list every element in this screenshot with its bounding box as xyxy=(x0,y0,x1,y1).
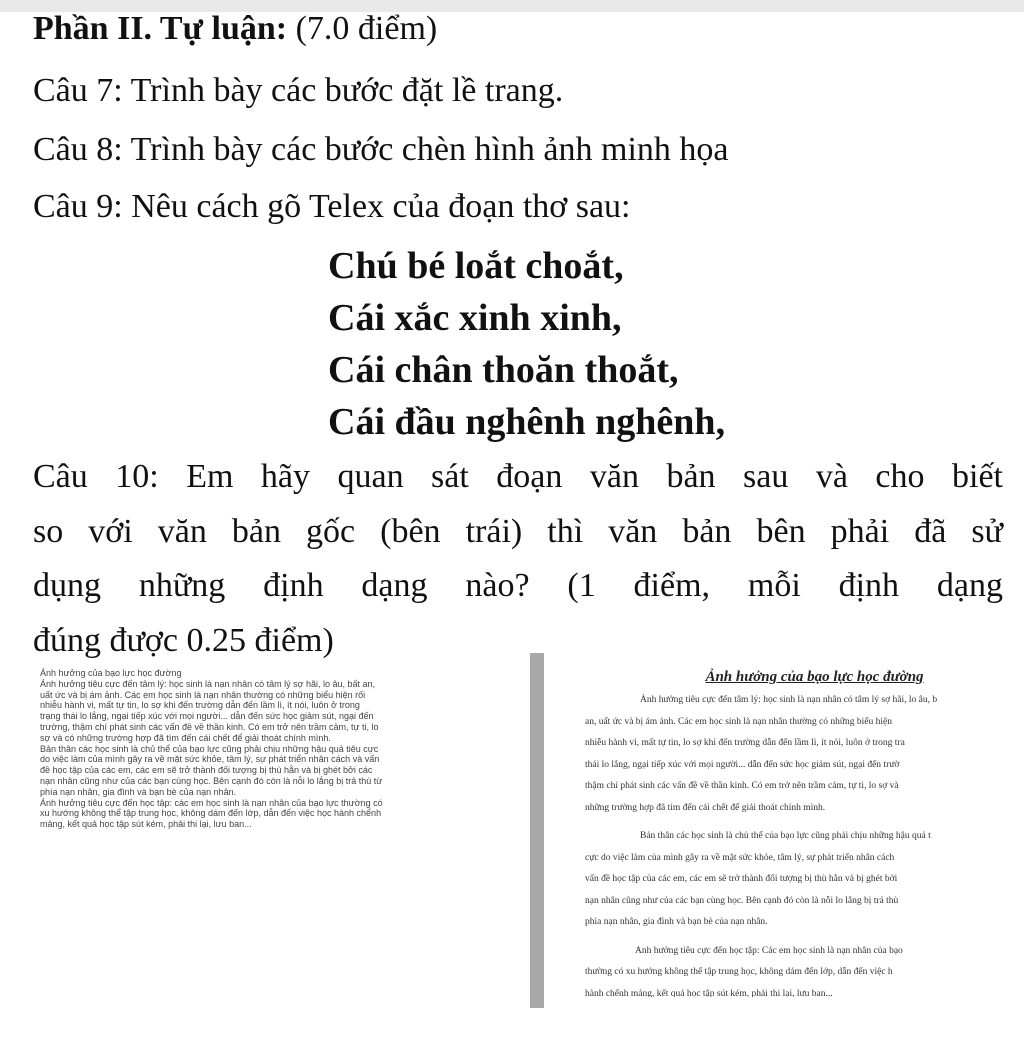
poem-line: Chú bé loắt choắt, xyxy=(328,245,624,287)
question-9: Câu 9: Nêu cách gõ Telex của đoạn thơ sau: xyxy=(33,188,631,225)
formatted-text-line: hành chểnh mảng, kết quả học tập sút kém, phải thi lại, lưu ban... xyxy=(585,988,833,997)
section-heading xyxy=(33,10,437,48)
poem-line: Cái xắc xinh xinh, xyxy=(328,297,622,339)
formatted-text-line: những trường hợp đã tìm đến cái chết để giải thoát chính mình. xyxy=(585,802,826,813)
section-heading-score: (7.0 điểm) xyxy=(287,10,438,47)
question-10-line: Câu 10: Em hãy quan sát đoạn văn bản sau và cho biết xyxy=(33,458,1003,495)
original-text-line: sợ và có những trường hợp đã tìm đến cái chết để giải thoát chính mình. xyxy=(40,732,331,743)
poem-line: Cái chân thoăn thoắt, xyxy=(328,349,679,391)
formatted-text-block xyxy=(585,667,1024,997)
original-text-line: nhiễu hành vi, mất tự tin, lo sợ khi đến trường dẫn đến lầm lì, ít nói, luôn ở trong xyxy=(40,700,360,711)
formatted-text-line: Bản thân các học sinh là chủ thể của bạo lực cũng phải chịu những hậu quả t xyxy=(640,831,931,841)
original-text-line: Ảnh hưởng của bạo lực học đường xyxy=(40,668,182,678)
original-text-line: trường, thậm chí phát sinh các vấn đề về thần kinh. Có em trở nên trầm cảm, tự ti, lo xyxy=(40,721,379,732)
section-heading-bold: Phần II. Tự luận: xyxy=(33,10,288,47)
question-7: Câu 7: Trình bày các bước đặt lề trang. xyxy=(33,72,564,109)
formatted-text-line: an, uất ức và bị ám ảnh. Các em học sinh là nạn nhân thường có những biểu hiện xyxy=(585,716,892,727)
original-text-block xyxy=(40,668,530,830)
original-text-line: Bản thân các học sinh là chủ thể của bạo lực cũng phải chịu những hậu quả tiêu cực xyxy=(40,743,379,754)
formatted-text-line: phía nạn nhân, gia đình và bạn bè của nạn nhân. xyxy=(585,917,768,927)
original-text-line: do việc làm của mình gây ra về mặt sức khỏe, tâm lý, sự phát triển nhân cách và vấn xyxy=(40,754,380,765)
original-text-line: phía nạn nhân, gia đình và bạn bè của nạn nhân. xyxy=(40,786,237,797)
original-text-line: uất ức và bị ám ảnh. Các em học sinh là nạn nhân thường có những biểu hiện rối xyxy=(40,689,366,700)
formatted-text-line: cực do việc làm của mình gây ra về mặt sức khỏe, tâm lý, sự phát triển nhân cách xyxy=(585,852,895,863)
original-text-line: trạng thái lo lắng, ngại tiếp xúc với mọi người... dẫn đến sức học giảm sút, ngại đến xyxy=(40,711,374,722)
poem xyxy=(328,240,725,448)
poem-line: Cái đầu nghênh nghênh, xyxy=(328,401,726,443)
question-10 xyxy=(33,450,1003,668)
original-text-line: nạn nhân cũng như của các bạn cùng học. Bên cạnh đó còn là nỗi lo lắng bị trả thù từ xyxy=(40,775,383,786)
question-8: Câu 8: Trình bày các bước chèn hình ảnh minh họa xyxy=(33,131,729,168)
formatted-text-line: Anh hưởng tiêu cực đến học tập: Các em học sinh là nạn nhân của bạo xyxy=(635,945,903,956)
formatted-text-line: thường có xu hướng không thể tập trung học, không dám đến lớp, dẫn đến việc h xyxy=(585,967,893,977)
question-10-line: so với văn bản gốc (bên trái) thì văn bản bên phải đã sử xyxy=(33,512,1003,550)
formatted-text-line: vấn đề học tập của các em, các em sẽ trở thành đối tượng bị thù hằn và bị ghét bởi xyxy=(585,874,898,884)
question-10-line: đúng được 0.25 điểm) xyxy=(33,621,334,659)
divider-bar xyxy=(530,653,544,1008)
original-text-line: đề học tập của các em, các em sẽ trở thành đối tượng bị thù hằn và bị ghét bởi các xyxy=(40,765,373,776)
original-text-line: xu hướng không thể tập trung học, không dám đến lớp, dẫn đến việc học hành chểnh xyxy=(40,808,382,819)
formatted-text-line: thậm chí phát sinh các vấn đề về thần kinh. Có em trở nên trầm cảm, tự ti, lo sợ và xyxy=(585,781,899,791)
question-10-line: dụng những định dạng nào? (1 điểm, mỗi định dạng xyxy=(33,567,1003,604)
formatted-text-line: Ảnh hưởng tiêu cực đến tâm lý: học sinh là nạn nhân có tâm lý sợ hãi, lo âu, b xyxy=(640,695,938,705)
formatted-text-line: thái lo lắng, ngại tiếp xúc với mọi người... dẫn đến sức học giảm sút, ngại đến trườ xyxy=(585,759,900,770)
formatted-text-line: nhiễu hành vi, mất tự tin, lo sợ khi đến trường dẫn đến lầm lì, ít nói, luôn ở trong tra xyxy=(585,738,905,748)
formatted-title: Ảnh hưởng của bạo lực học đường xyxy=(705,669,924,685)
original-text-line: Ảnh hưởng tiêu cực đến tâm lý: học sinh là nạn nhân có tâm lý sợ hãi, lo âu, bất an, xyxy=(40,678,376,689)
original-text-line: mảng, kết quả học tập sút kém, phải thi lại, lưu ban... xyxy=(40,819,252,830)
formatted-text-line: nạn nhân cũng như của các bạn cùng học. Bên cạnh đó còn là nỗi lo lắng bị trả thù xyxy=(585,895,899,906)
original-text-line: Ảnh hưởng tiêu cực đến học tập: các em học sinh là nạn nhân của bạo lực thường có xyxy=(40,797,383,808)
